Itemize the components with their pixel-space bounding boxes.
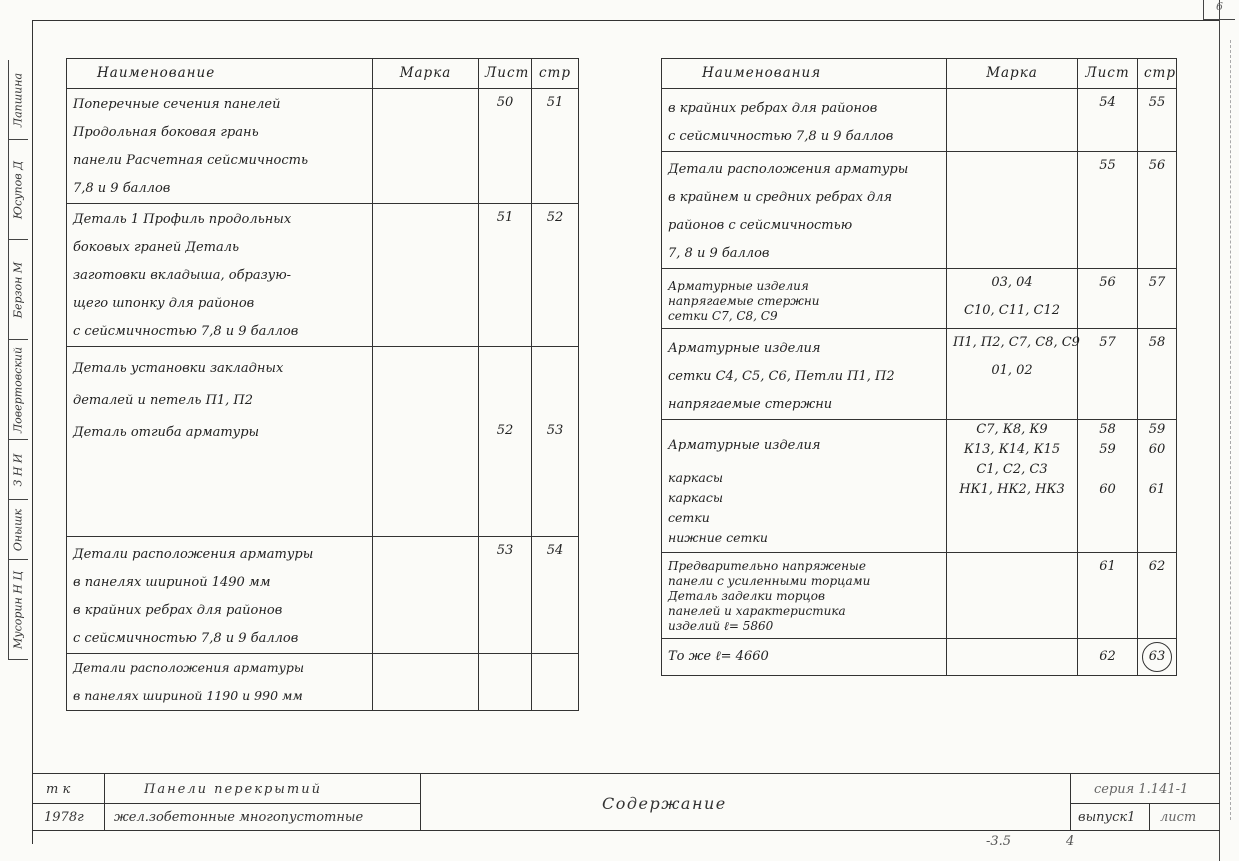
header-name: Наименования: [662, 59, 947, 89]
signature-label: Ловертовский: [11, 346, 25, 433]
signature-cell: [8, 60, 28, 140]
frame-right-dashed-line: [1230, 40, 1231, 820]
signature-label: Юсупов Д: [11, 160, 25, 219]
header-sheet: Лист: [479, 59, 532, 89]
table-row: [662, 553, 1177, 639]
row-mark: [373, 537, 479, 654]
frame-left-line: [32, 20, 33, 844]
row-sheet: 56: [1078, 269, 1138, 329]
signature-label: Онышк: [11, 508, 25, 551]
row-page: 57: [1138, 269, 1177, 329]
table-row: [67, 89, 579, 204]
row-page: 62: [1138, 553, 1177, 639]
tb-year: 1978г: [44, 810, 84, 825]
table-row: [662, 329, 1177, 420]
row-mark: [373, 204, 479, 347]
signature-cell: [8, 440, 28, 500]
row-sheet: 57: [1078, 329, 1138, 420]
tb-desc-line2: жел.зобетонные многопустотные: [114, 810, 364, 825]
signature-cell: [8, 340, 28, 440]
row-sheet: [479, 654, 532, 711]
row-page: 56: [1138, 152, 1177, 269]
table-row: [662, 639, 1177, 676]
signature-label: Лапшина: [11, 72, 25, 127]
tb-divider: [420, 774, 421, 830]
row-mark: [373, 347, 479, 537]
signature-cell: [8, 140, 28, 240]
below-number-1: -3.5: [986, 834, 1012, 849]
row-page: 52: [532, 204, 579, 347]
tb-divider: [1149, 803, 1150, 830]
tb-cell-a: т к: [46, 782, 71, 797]
header-page: стр: [1138, 59, 1177, 89]
row-sheet: 54: [1078, 89, 1138, 152]
tb-sheet-label: лист: [1160, 810, 1197, 825]
header-sheet: Лист: [1078, 59, 1138, 89]
row-name: То же ℓ= 4660: [662, 639, 947, 676]
header-page: стр: [532, 59, 579, 89]
row-page: 53: [532, 347, 579, 537]
row-mark: [947, 639, 1078, 676]
signature-cell: [8, 240, 28, 340]
row-mark: П1, П2, С7, С8, С9 01, 02: [947, 329, 1078, 420]
row-mark: [947, 89, 1078, 152]
row-mark: С7, К8, К9 К13, К14, К15 С1, С2, С3 НК1, НК2, НК3: [947, 420, 1078, 553]
tb-divider: [1070, 774, 1071, 830]
row-sheet: 58 59 60: [1078, 420, 1138, 553]
row-sheet: 50: [479, 89, 532, 204]
table-row: [67, 654, 579, 711]
signature-label: З Н И: [11, 452, 25, 487]
table-row: [67, 537, 579, 654]
row-name: Предварительно напряженые панели с усиленными торцами Деталь заделки торцов панелей и характеристика изделий ℓ= 5860: [662, 553, 947, 639]
row-sheet: 53: [479, 537, 532, 654]
tb-issue: выпуск1: [1078, 810, 1136, 825]
row-sheet: 55: [1078, 152, 1138, 269]
table-row: [67, 347, 579, 537]
row-page: 55: [1138, 89, 1177, 152]
row-name: Поперечные сечения панелей Продольная боковая грань панели Расчетная сейсмичность 7,8 и 9 баллов: [67, 89, 373, 204]
row-mark: [947, 152, 1078, 269]
signature-label: Мусорин Н Ц: [11, 570, 25, 649]
row-name: Арматурные изделия каркасы каркасы сетки нижние сетки: [662, 420, 947, 553]
tb-series: серия 1.141-1: [1094, 782, 1189, 797]
header-mark: Марка: [373, 59, 479, 89]
header-name: Наименование: [67, 59, 373, 89]
title-block: [32, 773, 1220, 831]
tb-divider: [104, 774, 105, 830]
table-row: [662, 152, 1177, 269]
tb-hline: [32, 803, 420, 804]
contents-table-right: [661, 58, 1177, 676]
signature-cell: [8, 500, 28, 560]
row-page: 54: [532, 537, 579, 654]
row-name: в крайних ребрах для районов с сейсмичностью 7,8 и 9 баллов: [662, 89, 947, 152]
circled-page-number: 63: [1142, 642, 1172, 672]
table-row: [662, 420, 1177, 553]
signature-strip: [0, 60, 32, 660]
row-sheet: 61: [1078, 553, 1138, 639]
tb-desc-line1: Панели перекрытий: [144, 782, 322, 797]
table-row: [67, 204, 579, 347]
table-row: [662, 269, 1177, 329]
corner-mark: 6: [1203, 0, 1235, 20]
tb-title: Содержание: [602, 794, 727, 813]
row-mark: 03, 04 С10, С11, С12: [947, 269, 1078, 329]
row-name: Деталь 1 Профиль продольных боковых граней Деталь заготовки вкладыша, образую- щего шпонку для районов с сейсмичностью 7,8 и 9 баллов: [67, 204, 373, 347]
row-page: 58: [1138, 329, 1177, 420]
row-page: 51: [532, 89, 579, 204]
row-name: Детали расположения арматуры в панелях шириной 1190 и 990 мм: [67, 654, 373, 711]
row-page: [1138, 639, 1177, 676]
signature-label: Берзон М: [11, 261, 25, 318]
header-mark: Марка: [947, 59, 1078, 89]
frame-right-line: [1219, 0, 1220, 861]
row-mark: [373, 654, 479, 711]
row-name: Детали расположения арматуры в панелях шириной 1490 мм в крайних ребрах для районов с сейсмичностью 7,8 и 9 баллов: [67, 537, 373, 654]
tb-hline: [1070, 803, 1220, 804]
row-name: Арматурные изделия напрягаемые стержни сетки С7, С8, С9: [662, 269, 947, 329]
row-sheet: 52: [479, 347, 532, 537]
below-number-2: 4: [1066, 834, 1075, 849]
row-name: Деталь установки закладных деталей и петель П1, П2 Деталь отгиба арматуры: [67, 347, 373, 537]
contents-table-left: [66, 58, 579, 711]
frame-top-line: [32, 20, 1220, 21]
row-mark: [373, 89, 479, 204]
row-name: Арматурные изделия сетки С4, С5, С6, Петли П1, П2 напрягаемые стержни: [662, 329, 947, 420]
row-page: [532, 654, 579, 711]
row-sheet: 62: [1078, 639, 1138, 676]
row-mark: [947, 553, 1078, 639]
row-sheet: 51: [479, 204, 532, 347]
row-name: Детали расположения арматуры в крайнем и средних ребрах для районов с сейсмичностью 7, 8 и 9 баллов: [662, 152, 947, 269]
signature-cell: [8, 560, 28, 660]
row-page: 59 60 61: [1138, 420, 1177, 553]
table-row: [662, 89, 1177, 152]
